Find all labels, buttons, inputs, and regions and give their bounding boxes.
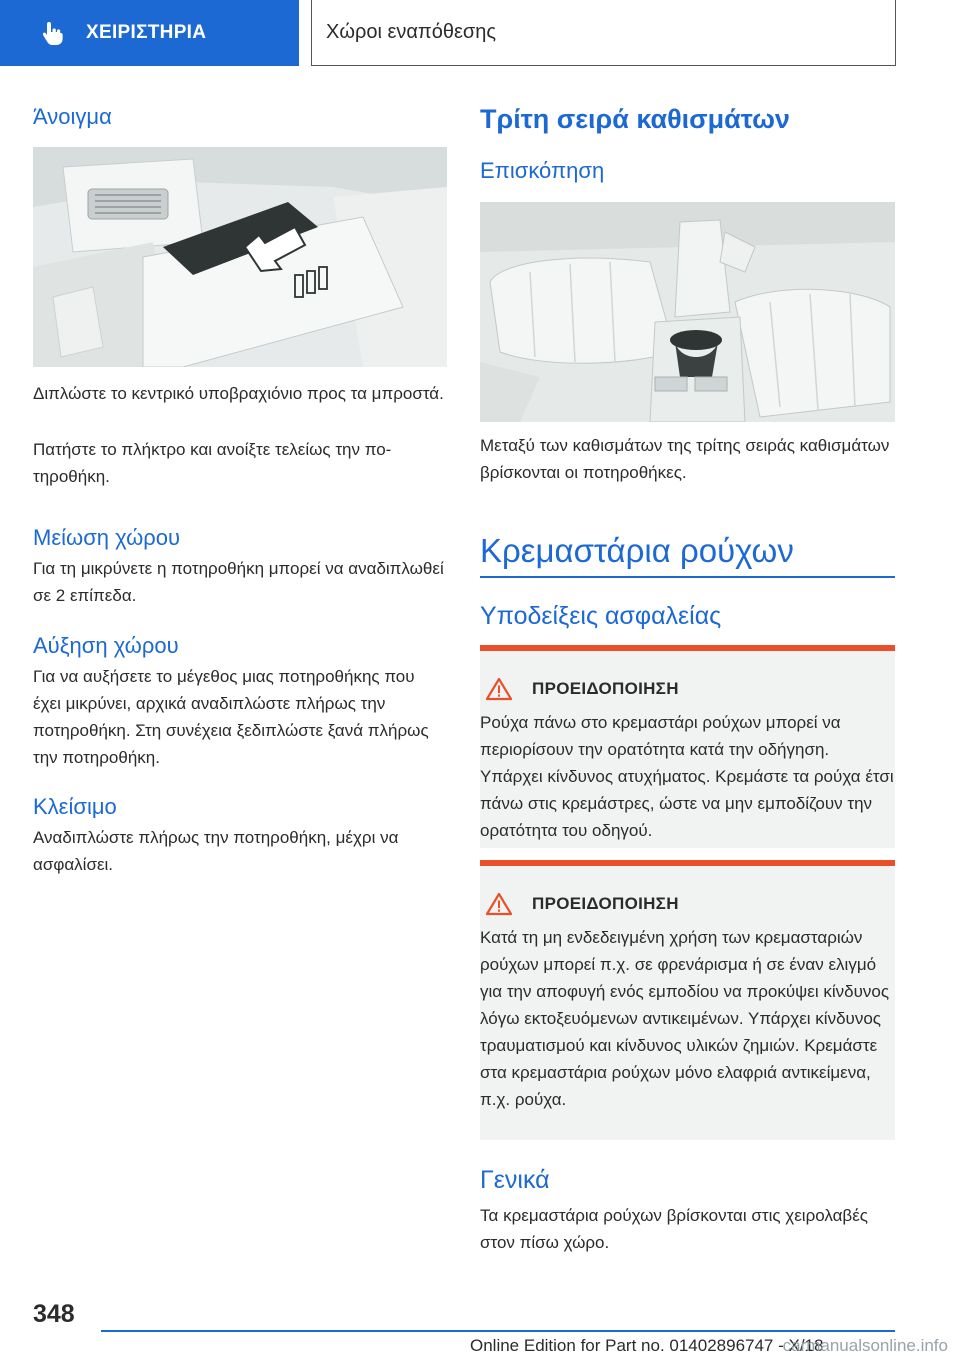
warning-2-text: Κατά τη μη ενδεδειγμένη χρήση των κρεμασταριών ρούχων μπορεί π.χ. σε φρενάρισμα ή σε έναν ελιγμό για την αποφυγή ενός εμποδίου να προκύψει κίνδυνος λόγω εκτοξευόμενων αντικειμένων. Υπάρχει κίνδυνος τραυματισμού και κίνδυνος υλικών ζημιών. Κρεμάστε στα κρεμαστάρια ρούχων μόνο ελαφριά αντικείμενα, π.χ. ρούχα.: [480, 928, 890, 1109]
warning-triangle-icon: [486, 892, 512, 916]
increase-paragraph: Για να αυξήσετε το μέγεθος μιας ποτηροθήκης που έχει μικρύνει, αρχικά αναδιπλώστε πλήρως την ποτηροθήκη. Στη συνέχεια ξεδιπλώστε ξανά πλήρως την ποτηροθήκη.: [33, 667, 429, 767]
third-row-heading: Τρίτη σειρά καθισμάτων: [480, 104, 790, 134]
warning-2-title: ΠΡΟΕΙΔΟΠΟΙΗΣΗ: [532, 894, 679, 913]
page-header: [0, 0, 960, 66]
warning-triangle-icon: [486, 677, 512, 701]
edition-text: Online Edition for Part no. 01402896747 - X/18: [470, 1336, 824, 1355]
increase-heading: Αύξηση χώρου: [33, 633, 179, 658]
overview-heading: Επισκόπηση: [480, 158, 605, 183]
section-tab[interactable]: [0, 0, 299, 66]
subsection-title: Χώροι εναπόθεσης: [326, 21, 496, 43]
open-paragraph-2: Πατήστε το πλήκτρο και ανοίξτε τελείως την ποτηροθήκη.: [33, 440, 392, 486]
warning-1-title-row: [486, 677, 679, 701]
general-paragraph: Τα κρεμαστάρια ρούχων βρίσκονται στις χειρολαβές στον πίσω χώρο.: [480, 1206, 868, 1252]
third-row-seats-photo: [480, 202, 895, 422]
watermark-brand[interactable]: carmanualsonline.info: [782, 1336, 948, 1355]
section-title: ΧΕΙΡΙΣΤΗΡΙΑ: [86, 22, 207, 43]
overview-paragraph: Μεταξύ των καθισμάτων της τρίτης σειράς καθισμάτων βρίσκονται οι ποτηροθήκες.: [480, 436, 890, 482]
armrest-cupholder-photo: [33, 147, 447, 367]
hangers-heading: Κρεμαστάρια ρούχων: [480, 532, 794, 569]
footer-divider: [101, 1330, 895, 1332]
hangers-underline: [480, 576, 895, 578]
reduce-heading: Μείωση χώρου: [33, 525, 181, 550]
open-paragraph-1: Διπλώστε το κεντρικό υποβραχιόνιο προς τα μπροστά.: [33, 384, 444, 403]
safety-heading: Υποδείξεις ασφαλείας: [480, 602, 722, 630]
seats-illustration: [480, 202, 895, 422]
warning-2-title-row: [486, 892, 679, 916]
open-heading: Άνοιγμα: [33, 104, 112, 129]
page-number: 348: [33, 1300, 75, 1328]
armrest-illustration: [33, 147, 447, 367]
hand-pointer-icon: [40, 20, 66, 46]
subsection-tab[interactable]: [311, 0, 896, 66]
close-paragraph: Αναδιπλώστε πλήρως την ποτηροθήκη, μέχρι να ασφαλίσει.: [33, 828, 399, 874]
close-heading: Κλείσιμο: [33, 794, 117, 819]
warning-box-2: [480, 860, 895, 1140]
warning-1-text: Ρούχα πάνω στο κρεμαστάρι ρούχων μπορεί να περιορίσουν την ορατότητα κατά την οδήγηση. Υπάρχει κίνδυνος ατυχήματος. Κρεμάστε τα ρούχα έτσι πάνω στις κρεμάστρες, ώστε να μην εμποδίζουν την ορατότητα του οδηγού.: [480, 713, 894, 840]
general-heading: Γενικά: [480, 1166, 550, 1194]
warning-box-1: [480, 645, 895, 848]
reduce-paragraph: Για τη μικρύνετε η ποτηροθήκη μπορεί να αναδιπλωθεί σε 2 επίπεδα.: [33, 559, 444, 605]
warning-1-title: ΠΡΟΕΙΔΟΠΟΙΗΣΗ: [532, 679, 679, 698]
